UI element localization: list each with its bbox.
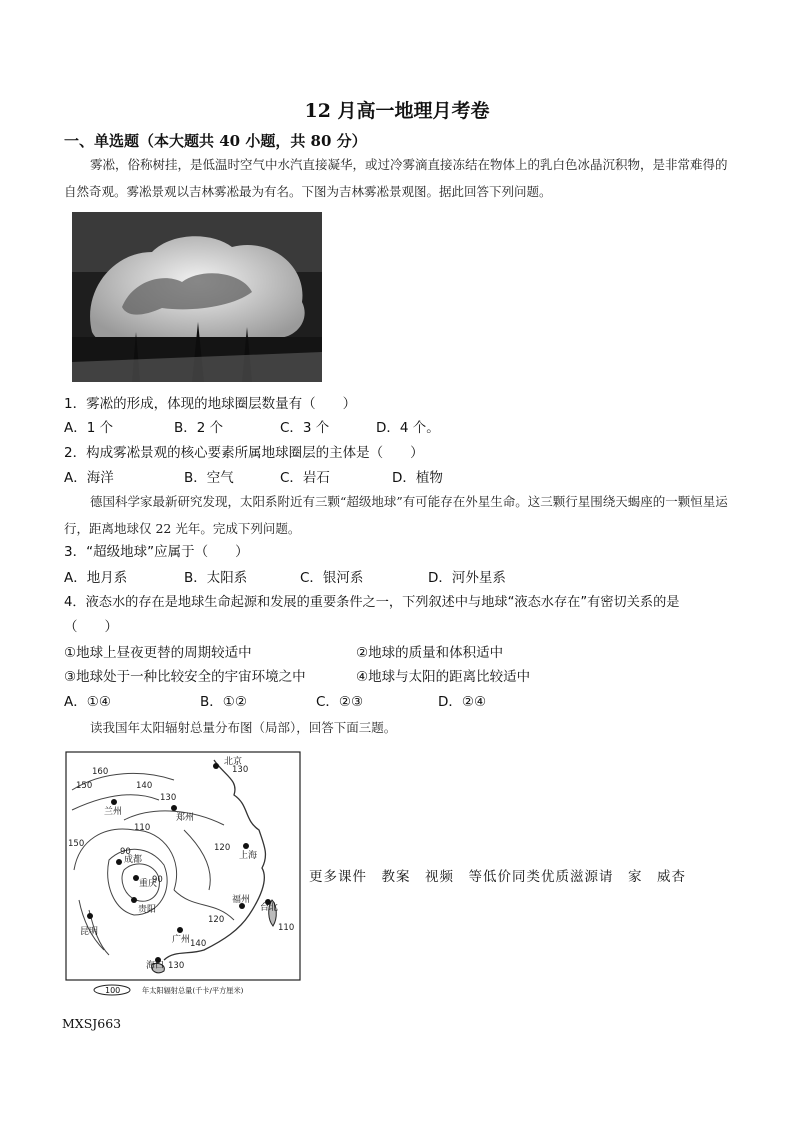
isoline-label: 140 bbox=[136, 781, 153, 791]
city-label: 郑州 bbox=[176, 813, 195, 823]
option-d[interactable]: D．②④ bbox=[438, 694, 487, 710]
question-4-line-1: 4．液态水的存在是地球生命起源和发展的重要条件之一，下列叙述中与地球“液态水存在”有密切关系的是 bbox=[64, 595, 680, 610]
city-label: 台北 bbox=[260, 903, 279, 913]
section-heading: 一、单选题（本大题共 40 小题，共 80 分） bbox=[64, 132, 367, 150]
isoline-label: 120 bbox=[214, 843, 231, 853]
question-3: 3．“超级地球”应属于（ ） bbox=[64, 544, 249, 560]
isoline-label: 110 bbox=[134, 823, 151, 833]
option-d[interactable]: D．植物 bbox=[392, 470, 443, 486]
city-label: 福州 bbox=[232, 895, 251, 905]
option-d[interactable]: D．4 个。 bbox=[376, 420, 440, 436]
statement-2: ②地球的质量和体积适中 bbox=[356, 645, 504, 661]
document-code: MXSJ663 bbox=[62, 1016, 122, 1031]
option-b[interactable]: B．太阳系 bbox=[184, 570, 248, 586]
isoline-label: 140 bbox=[190, 939, 207, 949]
isoline-label: 90 bbox=[152, 875, 163, 885]
statement-4: ④地球与太阳的距离比较适中 bbox=[356, 669, 531, 685]
option-b[interactable]: B．空气 bbox=[184, 470, 234, 486]
option-a[interactable]: A．地月系 bbox=[64, 570, 128, 586]
legend-text: 年太阳辐射总量(千卡/平方厘米) bbox=[142, 986, 244, 995]
isoline-label: 130 bbox=[160, 793, 177, 803]
option-c[interactable]: C．银河系 bbox=[300, 570, 364, 586]
question-2: 2．构成雾凇景观的核心要素所属地球圈层的主体是（ ） bbox=[64, 445, 424, 461]
isoline-label: 150 bbox=[68, 839, 85, 849]
option-c[interactable]: C．②③ bbox=[316, 694, 364, 710]
isoline-label: 110 bbox=[278, 923, 295, 933]
city-label: 成都 bbox=[124, 855, 143, 865]
rime-landscape-photo bbox=[72, 212, 322, 382]
option-c[interactable]: C．岩石 bbox=[280, 470, 330, 486]
question-1: 1．雾凇的形成，体现的地球圈层数量有（ ） bbox=[64, 396, 357, 412]
isoline-label: 160 bbox=[92, 767, 109, 777]
city-label: 贵阳 bbox=[138, 905, 157, 915]
option-a[interactable]: A．海洋 bbox=[64, 470, 114, 486]
promo-text: 更多课件 教案 视频 等低价同类优质滋源请 家 威杏 bbox=[309, 869, 686, 885]
option-c[interactable]: C．3 个 bbox=[280, 420, 330, 436]
option-d[interactable]: D．河外星系 bbox=[428, 570, 506, 586]
legend-value: 100 bbox=[105, 986, 121, 995]
question-4-line-2: （ ） bbox=[64, 619, 118, 635]
isoline-label: 90 bbox=[120, 847, 131, 857]
city-label: 兰州 bbox=[104, 807, 123, 817]
isoline-label: 150 bbox=[76, 781, 93, 791]
isoline-label: 130 bbox=[168, 961, 185, 971]
city-label: 重庆 bbox=[139, 879, 158, 889]
city-label: 上海 bbox=[239, 851, 258, 861]
intro-paragraph-super-earth: 德国科学家最新研究发现，太阳系附近有三颗“超级地球”有可能存在外星生命。这三颗行星围绕天蝎座的一颗恒星运行，距离地球仅 22 光年。完成下列问题。 bbox=[64, 494, 728, 536]
option-a[interactable]: A．①④ bbox=[64, 694, 111, 710]
statement-3: ③地球处于一种比较安全的宇宙环境之中 bbox=[64, 669, 306, 685]
city-label: 广州 bbox=[172, 935, 191, 945]
page-title: 12 月高一地理月考卷 bbox=[304, 100, 490, 122]
city-label: 海口 bbox=[146, 961, 165, 971]
solar-radiation-map bbox=[64, 750, 304, 998]
intro-paragraph-radiation-map: 读我国年太阳辐射总量分布图（局部），回答下面三题。 bbox=[90, 720, 397, 735]
city-label: 昆明 bbox=[80, 927, 99, 937]
option-b[interactable]: B．①② bbox=[200, 694, 247, 710]
intro-paragraph-rime: 雾凇，俗称树挂，是低温时空气中水汽直接凝华，或过冷雾滴直接冻结在物体上的乳白色冰晶沉积物，是非常难得的自然奇观。雾凇景观以吉林雾凇最为有名。下图为吉林雾凇景观图。据此回答下列问题。 bbox=[64, 157, 728, 199]
option-b[interactable]: B．2 个 bbox=[174, 420, 224, 436]
city-label: 北京 bbox=[224, 757, 243, 767]
statement-1: ①地球上昼夜更替的周期较适中 bbox=[64, 645, 252, 661]
isoline-label: 130 bbox=[232, 765, 249, 775]
isoline-label: 120 bbox=[208, 915, 225, 925]
option-a[interactable]: A．1 个 bbox=[64, 420, 114, 436]
